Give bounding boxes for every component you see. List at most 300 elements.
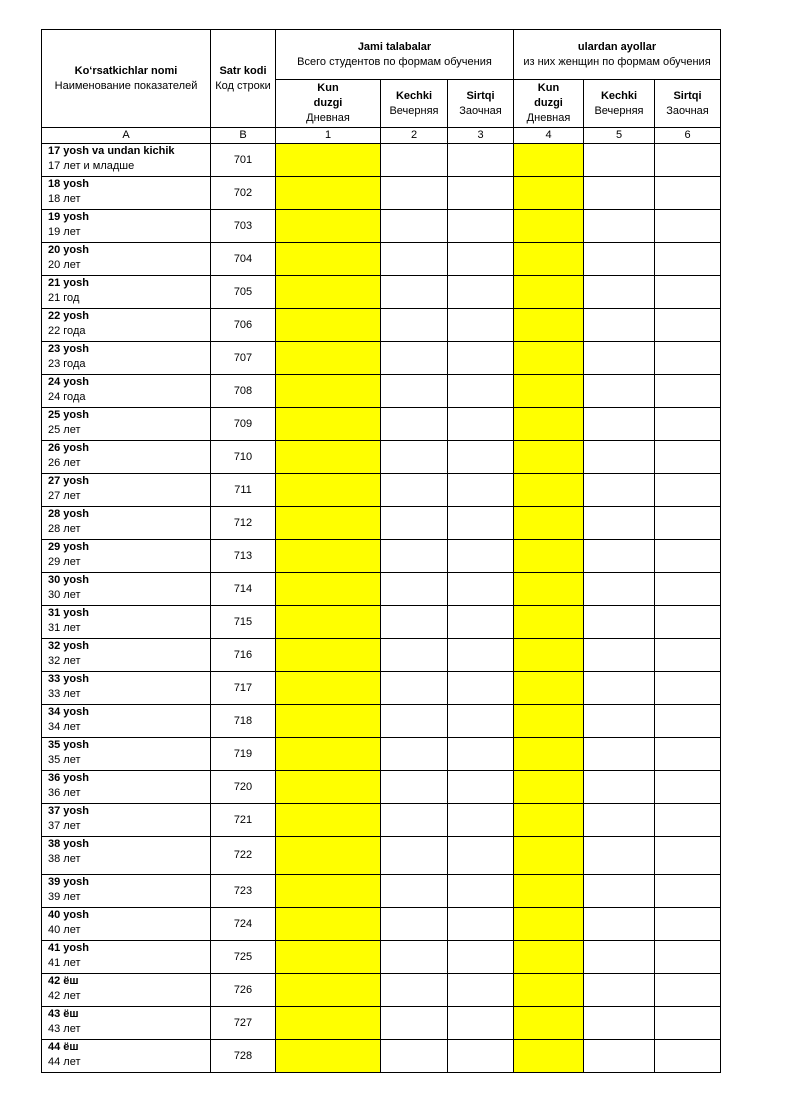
row-name-cell [42,672,211,705]
data-cell-col-5[interactable] [584,639,655,672]
data-cell-col-2[interactable] [381,342,448,375]
data-cell-col-5[interactable] [584,705,655,738]
row-name-cell [42,1007,211,1040]
row-name-cell [42,210,211,243]
data-cell-col-3[interactable] [448,309,514,342]
row-code: 712 [211,507,276,540]
data-cell-col-6[interactable] [655,639,721,672]
data-cell-col-3[interactable] [448,738,514,771]
row-code: 702 [211,177,276,210]
row-code: 715 [211,606,276,639]
data-cell-col-6[interactable] [655,606,721,639]
row-name-ru: 17 лет и младше [48,160,135,172]
data-cell-col-1[interactable] [276,177,381,210]
data-cell-col-5[interactable] [584,408,655,441]
row-name-uz: 28 yosh [48,508,89,520]
row-name-ru: 29 лет [48,556,81,568]
row-name-cell [42,639,211,672]
data-cell-col-6[interactable] [655,771,721,804]
data-cell-col-5[interactable] [584,507,655,540]
data-cell-col-4[interactable] [514,837,584,875]
data-cell-col-1[interactable] [276,837,381,875]
row-name-uz: 40 yosh [48,909,89,921]
data-cell-col-6[interactable] [655,474,721,507]
header-total-distance: Sirtqi Заочная [448,80,514,128]
data-cell-col-2[interactable] [381,738,448,771]
table-row [42,672,721,705]
row-name-cell [42,474,211,507]
row-name-uz: 19 yosh [48,211,89,223]
row-name-uz: 24 yosh [48,376,89,388]
row-code: 718 [211,705,276,738]
row-name-cell [42,771,211,804]
data-cell-col-6[interactable] [655,309,721,342]
row-name-cell [42,507,211,540]
data-cell-col-1[interactable] [276,1040,381,1073]
data-cell-col-1[interactable] [276,639,381,672]
data-cell-col-2[interactable] [381,243,448,276]
data-cell-col-3[interactable] [448,1007,514,1040]
row-name-uz: 36 yosh [48,772,89,784]
table-row [42,540,721,573]
data-cell-col-6[interactable] [655,908,721,941]
data-cell-col-2[interactable] [381,408,448,441]
row-code: 721 [211,804,276,837]
row-name-uz: 35 yosh [48,739,89,751]
table-row [42,639,721,672]
data-cell-col-4[interactable] [514,672,584,705]
row-name-ru: 40 лет [48,924,81,936]
row-name-uz: 22 yosh [48,310,89,322]
data-cell-col-2[interactable] [381,974,448,1007]
data-cell-col-2[interactable] [381,908,448,941]
column-letter: 5 [584,128,655,144]
data-cell-col-5[interactable] [584,908,655,941]
data-cell-col-3[interactable] [448,941,514,974]
data-cell-col-1[interactable] [276,941,381,974]
row-code: 714 [211,573,276,606]
data-cell-col-5[interactable] [584,540,655,573]
row-code: 725 [211,941,276,974]
data-cell-col-3[interactable] [448,540,514,573]
data-cell-col-3[interactable] [448,672,514,705]
row-name-cell [42,738,211,771]
data-cell-col-1[interactable] [276,540,381,573]
header-women-day: Kun duzgi Дневная [514,80,584,128]
column-letter: 1 [276,128,381,144]
data-cell-col-3[interactable] [448,974,514,1007]
data-cell-col-2[interactable] [381,875,448,908]
column-letter: 4 [514,128,584,144]
row-name-uz: 32 yosh [48,640,89,652]
data-cell-col-1[interactable] [276,210,381,243]
table-row [42,342,721,375]
data-cell-col-4[interactable] [514,441,584,474]
data-cell-col-4[interactable] [514,474,584,507]
data-cell-col-2[interactable] [381,177,448,210]
data-cell-col-5[interactable] [584,177,655,210]
row-name-uz: 29 yosh [48,541,89,553]
data-cell-col-6[interactable] [655,408,721,441]
row-code: 706 [211,309,276,342]
table-row [42,908,721,941]
data-cell-col-3[interactable] [448,1040,514,1073]
data-cell-col-4[interactable] [514,974,584,1007]
data-cell-col-2[interactable] [381,573,448,606]
data-cell-col-3[interactable] [448,771,514,804]
column-letter: A [42,128,211,144]
row-name-ru: 39 лет [48,891,81,903]
data-cell-col-6[interactable] [655,875,721,908]
data-cell-col-2[interactable] [381,507,448,540]
row-name-cell [42,837,211,875]
data-cell-col-6[interactable] [655,738,721,771]
row-name-ru: 25 лет [48,424,81,436]
row-name-uz: 44 ёш [48,1041,79,1053]
table-row [42,705,721,738]
data-cell-col-1[interactable] [276,1007,381,1040]
data-cell-col-2[interactable] [381,837,448,875]
data-cell-col-5[interactable] [584,738,655,771]
data-cell-col-1[interactable] [276,276,381,309]
row-name-ru: 38 лет [48,853,81,865]
data-cell-col-4[interactable] [514,408,584,441]
row-name-uz: 42 ёш [48,975,79,987]
data-cell-col-2[interactable] [381,144,448,177]
data-cell-col-4[interactable] [514,342,584,375]
row-name-ru: 18 лет [48,193,81,205]
data-cell-col-2[interactable] [381,1040,448,1073]
data-cell-col-5[interactable] [584,771,655,804]
row-name-ru: 44 лет [48,1056,81,1068]
row-name-cell [42,875,211,908]
row-name-ru: 43 лет [48,1023,81,1035]
data-cell-col-3[interactable] [448,908,514,941]
row-name-ru: 27 лет [48,490,81,502]
row-code: 703 [211,210,276,243]
row-name-uz: 43 ёш [48,1008,79,1020]
data-cell-col-1[interactable] [276,342,381,375]
data-cell-col-4[interactable] [514,738,584,771]
row-name-ru: 24 года [48,391,86,403]
data-cell-col-4[interactable] [514,540,584,573]
header-total-students: Jami talabalar Всего студентов по формам обучения [276,30,514,80]
table-row [42,804,721,837]
data-cell-col-2[interactable] [381,804,448,837]
column-letter: 6 [655,128,721,144]
data-cell-col-4[interactable] [514,177,584,210]
data-cell-col-5[interactable] [584,210,655,243]
data-cell-col-1[interactable] [276,243,381,276]
data-cell-col-4[interactable] [514,875,584,908]
table-row [42,837,721,875]
row-name-cell [42,804,211,837]
data-cell-col-3[interactable] [448,243,514,276]
data-cell-col-6[interactable] [655,1007,721,1040]
data-cell-col-4[interactable] [514,908,584,941]
data-cell-col-2[interactable] [381,276,448,309]
data-cell-col-3[interactable] [448,474,514,507]
data-cell-col-5[interactable] [584,1007,655,1040]
data-cell-col-1[interactable] [276,573,381,606]
data-cell-col-2[interactable] [381,441,448,474]
table-body [42,144,721,1073]
data-cell-col-1[interactable] [276,771,381,804]
row-name-cell [42,1040,211,1073]
column-letter: 2 [381,128,448,144]
table-row [42,606,721,639]
data-cell-col-4[interactable] [514,1007,584,1040]
table-row [42,1040,721,1073]
data-cell-col-6[interactable] [655,1040,721,1073]
data-cell-col-3[interactable] [448,276,514,309]
row-code: 710 [211,441,276,474]
data-cell-col-5[interactable] [584,276,655,309]
table-row [42,771,721,804]
data-cell-col-5[interactable] [584,672,655,705]
data-cell-col-5[interactable] [584,573,655,606]
row-name-ru: 30 лет [48,589,81,601]
data-cell-col-4[interactable] [514,375,584,408]
data-cell-col-2[interactable] [381,771,448,804]
header-total-evening: Kechki Вечерняя [381,80,448,128]
data-cell-col-6[interactable] [655,804,721,837]
row-name-uz: 31 yosh [48,607,89,619]
data-cell-col-1[interactable] [276,309,381,342]
data-cell-col-6[interactable] [655,573,721,606]
row-name-cell [42,375,211,408]
row-name-uz: 18 yosh [48,178,89,190]
row-code: 704 [211,243,276,276]
table-row [42,573,721,606]
row-code: 711 [211,474,276,507]
data-cell-col-2[interactable] [381,1007,448,1040]
row-code: 716 [211,639,276,672]
row-code: 724 [211,908,276,941]
data-cell-col-5[interactable] [584,974,655,1007]
data-cell-col-4[interactable] [514,144,584,177]
data-cell-col-4[interactable] [514,639,584,672]
row-name-ru: 37 лет [48,820,81,832]
data-cell-col-1[interactable] [276,375,381,408]
row-name-cell [42,606,211,639]
row-name-uz: 37 yosh [48,805,89,817]
data-cell-col-4[interactable] [514,941,584,974]
table-row [42,144,721,177]
data-cell-col-6[interactable] [655,243,721,276]
data-cell-col-4[interactable] [514,309,584,342]
data-cell-col-1[interactable] [276,875,381,908]
data-cell-col-3[interactable] [448,804,514,837]
row-code: 701 [211,144,276,177]
data-cell-col-4[interactable] [514,210,584,243]
row-name-ru: 20 лет [48,259,81,271]
data-cell-col-4[interactable] [514,705,584,738]
row-code: 723 [211,875,276,908]
data-cell-col-1[interactable] [276,441,381,474]
data-cell-col-4[interactable] [514,573,584,606]
row-name-uz: 41 yosh [48,942,89,954]
data-cell-col-1[interactable] [276,804,381,837]
row-name-cell [42,309,211,342]
data-cell-col-1[interactable] [276,672,381,705]
data-cell-col-5[interactable] [584,144,655,177]
data-cell-col-4[interactable] [514,804,584,837]
row-code: 713 [211,540,276,573]
data-cell-col-3[interactable] [448,177,514,210]
data-cell-col-6[interactable] [655,441,721,474]
data-cell-col-5[interactable] [584,375,655,408]
data-cell-col-3[interactable] [448,342,514,375]
row-name-cell [42,408,211,441]
row-code: 722 [211,837,276,875]
data-cell-col-3[interactable] [448,210,514,243]
data-cell-col-2[interactable] [381,540,448,573]
table-row [42,474,721,507]
data-cell-col-3[interactable] [448,573,514,606]
row-name-cell [42,974,211,1007]
table-row [42,408,721,441]
data-cell-col-6[interactable] [655,837,721,875]
data-cell-col-1[interactable] [276,908,381,941]
row-code: 707 [211,342,276,375]
data-cell-col-4[interactable] [514,606,584,639]
row-name-uz: 30 yosh [48,574,89,586]
table-row [42,309,721,342]
row-name-ru: 19 лет [48,226,81,238]
data-cell-col-4[interactable] [514,276,584,309]
table-row [42,738,721,771]
data-cell-col-2[interactable] [381,639,448,672]
data-cell-col-2[interactable] [381,210,448,243]
data-cell-col-4[interactable] [514,771,584,804]
data-cell-col-4[interactable] [514,243,584,276]
data-cell-col-3[interactable] [448,837,514,875]
row-name-ru: 33 лет [48,688,81,700]
data-cell-col-5[interactable] [584,1040,655,1073]
column-letter: 3 [448,128,514,144]
row-code: 726 [211,974,276,1007]
data-cell-col-6[interactable] [655,144,721,177]
header-total-day: Kun duzgi Дневная [276,80,381,128]
row-name-uz: 33 yosh [48,673,89,685]
table-row [42,974,721,1007]
table-row [42,875,721,908]
data-cell-col-2[interactable] [381,309,448,342]
data-cell-col-6[interactable] [655,705,721,738]
row-name-uz: 38 yosh [48,838,89,850]
row-name-ru: 21 год [48,292,80,304]
row-name-ru: 42 лет [48,990,81,1002]
data-cell-col-2[interactable] [381,705,448,738]
data-cell-col-1[interactable] [276,408,381,441]
row-code: 709 [211,408,276,441]
data-cell-col-1[interactable] [276,507,381,540]
data-cell-col-3[interactable] [448,639,514,672]
column-letters-row [42,128,721,144]
data-cell-col-4[interactable] [514,1040,584,1073]
row-name-cell [42,441,211,474]
data-cell-col-4[interactable] [514,507,584,540]
row-name-uz: 27 yosh [48,475,89,487]
data-cell-col-2[interactable] [381,375,448,408]
table-row [42,1007,721,1040]
data-cell-col-6[interactable] [655,507,721,540]
data-cell-col-5[interactable] [584,342,655,375]
data-cell-col-1[interactable] [276,144,381,177]
data-cell-col-3[interactable] [448,408,514,441]
table-row [42,243,721,276]
data-cell-col-5[interactable] [584,837,655,875]
data-cell-col-2[interactable] [381,474,448,507]
data-cell-col-3[interactable] [448,507,514,540]
data-cell-col-6[interactable] [655,210,721,243]
data-cell-col-2[interactable] [381,672,448,705]
header-women: ulardan ayollar из них женщин по формам обучения [514,30,721,80]
data-cell-col-6[interactable] [655,941,721,974]
table-row [42,177,721,210]
row-code: 705 [211,276,276,309]
header-women-distance: Sirtqi Заочная [655,80,721,128]
row-name-ru: 35 лет [48,754,81,766]
data-cell-col-5[interactable] [584,441,655,474]
data-cell-col-3[interactable] [448,875,514,908]
data-cell-col-5[interactable] [584,804,655,837]
data-cell-col-1[interactable] [276,738,381,771]
data-cell-col-5[interactable] [584,474,655,507]
row-name-uz: 34 yosh [48,706,89,718]
data-cell-col-3[interactable] [448,144,514,177]
data-cell-col-3[interactable] [448,606,514,639]
row-name-cell [42,705,211,738]
data-cell-col-6[interactable] [655,276,721,309]
data-cell-col-6[interactable] [655,375,721,408]
row-name-cell [42,276,211,309]
data-cell-col-6[interactable] [655,540,721,573]
data-cell-col-1[interactable] [276,974,381,1007]
row-name-ru: 32 лет [48,655,81,667]
data-cell-col-3[interactable] [448,441,514,474]
row-name-cell [42,342,211,375]
data-cell-col-5[interactable] [584,875,655,908]
data-cell-col-5[interactable] [584,309,655,342]
data-cell-col-3[interactable] [448,375,514,408]
table-row [42,210,721,243]
table-row [42,276,721,309]
data-cell-col-6[interactable] [655,177,721,210]
data-cell-col-6[interactable] [655,342,721,375]
row-name-uz: 23 yosh [48,343,89,355]
row-name-uz: 26 yosh [48,442,89,454]
data-cell-col-5[interactable] [584,941,655,974]
data-cell-col-2[interactable] [381,606,448,639]
row-code: 708 [211,375,276,408]
data-cell-col-5[interactable] [584,606,655,639]
data-cell-col-1[interactable] [276,474,381,507]
row-name-uz: 21 yosh [48,277,89,289]
data-cell-col-3[interactable] [448,705,514,738]
data-cell-col-6[interactable] [655,672,721,705]
data-cell-col-6[interactable] [655,974,721,1007]
data-cell-col-1[interactable] [276,606,381,639]
data-cell-col-5[interactable] [584,243,655,276]
table-row [42,375,721,408]
row-name-uz: 17 yosh va undan kichik [48,145,175,157]
row-name-cell [42,941,211,974]
data-cell-col-1[interactable] [276,705,381,738]
data-cell-col-2[interactable] [381,941,448,974]
row-code: 717 [211,672,276,705]
